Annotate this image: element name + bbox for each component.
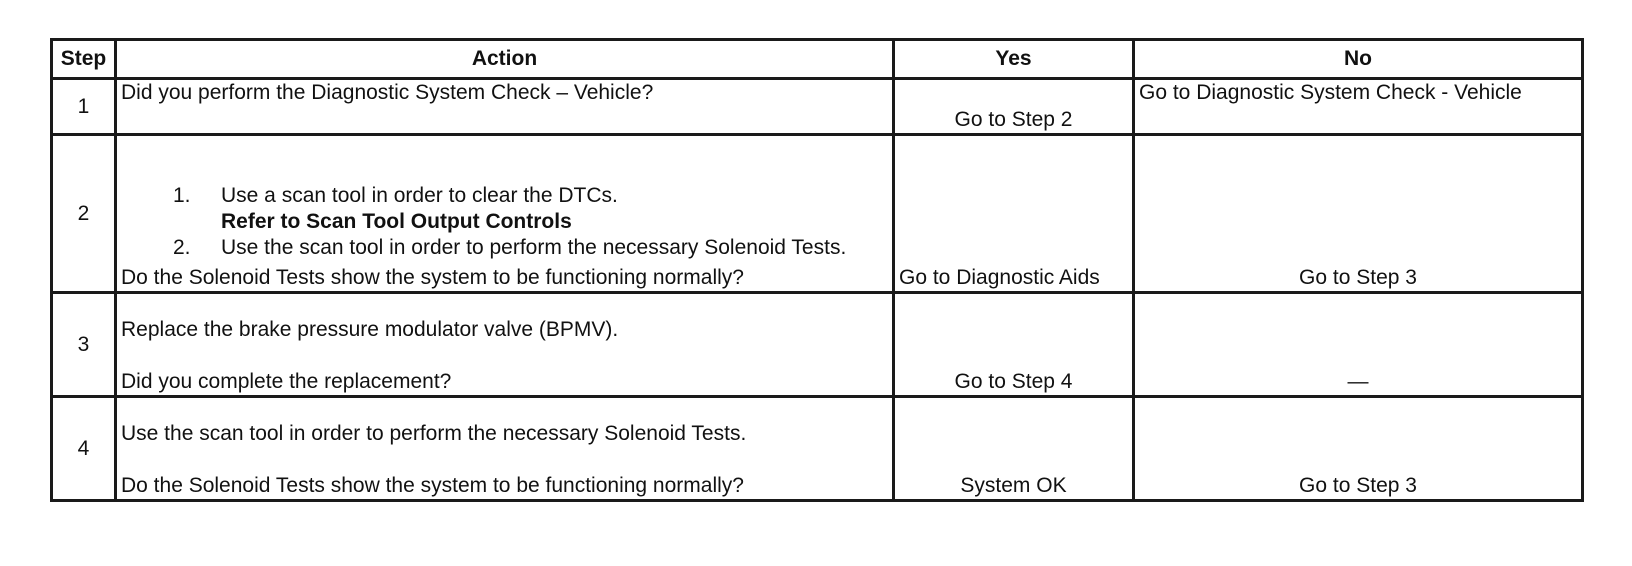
- substep-number: 2.: [173, 236, 191, 259]
- action-cell: [116, 79, 894, 135]
- yes-cell: Go to Step 4: [894, 293, 1134, 397]
- table-row: [52, 293, 1583, 397]
- yes-cell: System OK: [894, 397, 1134, 501]
- table-row: [52, 79, 1583, 135]
- no-cell: Go to Step 3: [1134, 135, 1583, 293]
- no-cell: Go to Step 3: [1134, 397, 1583, 501]
- action-cell: [116, 293, 894, 397]
- yes-cell: Go to Step 2: [894, 79, 1134, 135]
- table-row: [52, 135, 1583, 293]
- step-number: 2: [52, 135, 116, 293]
- header-action: Action: [116, 40, 894, 79]
- step-number: 4: [52, 397, 116, 501]
- diagnostic-table: [50, 38, 1584, 502]
- no-cell: Go to Diagnostic System Check - Vehicle: [1134, 79, 1583, 135]
- table-header: [52, 40, 1583, 79]
- table-body: [52, 79, 1583, 501]
- action-cell: [116, 397, 894, 501]
- substep-list: [121, 183, 888, 261]
- question-text: Do the Solenoid Tests show the system to be functioning normally?: [121, 266, 744, 289]
- yes-cell: Go to Diagnostic Aids: [894, 135, 1134, 293]
- substep-item: [121, 183, 888, 235]
- header-no: No: [1134, 40, 1583, 79]
- substep-number: 1.: [173, 184, 191, 207]
- no-cell: —: [1134, 293, 1583, 397]
- question-text: Did you complete the replacement?: [121, 370, 452, 393]
- header-step: Step: [52, 40, 116, 79]
- substep-item: [121, 235, 888, 261]
- header-row: [52, 40, 1583, 79]
- substep-reference: Refer to Scan Tool Output Controls: [221, 210, 572, 233]
- step-number: 1: [52, 79, 116, 135]
- action-text: Use the scan tool in order to perform the necessary Solenoid Tests.: [121, 422, 747, 445]
- action-text: Replace the brake pressure modulator valve (BPMV).: [121, 318, 619, 341]
- question-text: Do the Solenoid Tests show the system to be functioning normally?: [121, 474, 744, 497]
- header-yes: Yes: [894, 40, 1134, 79]
- table-row: [52, 397, 1583, 501]
- substep-text: Use a scan tool in order to clear the DTCs.: [221, 184, 618, 207]
- substep-text: Use the scan tool in order to perform the necessary Solenoid Tests.: [221, 236, 847, 259]
- step-number: 3: [52, 293, 116, 397]
- action-text: Did you perform the Diagnostic System Check – Vehicle?: [121, 81, 654, 104]
- action-cell: [116, 135, 894, 293]
